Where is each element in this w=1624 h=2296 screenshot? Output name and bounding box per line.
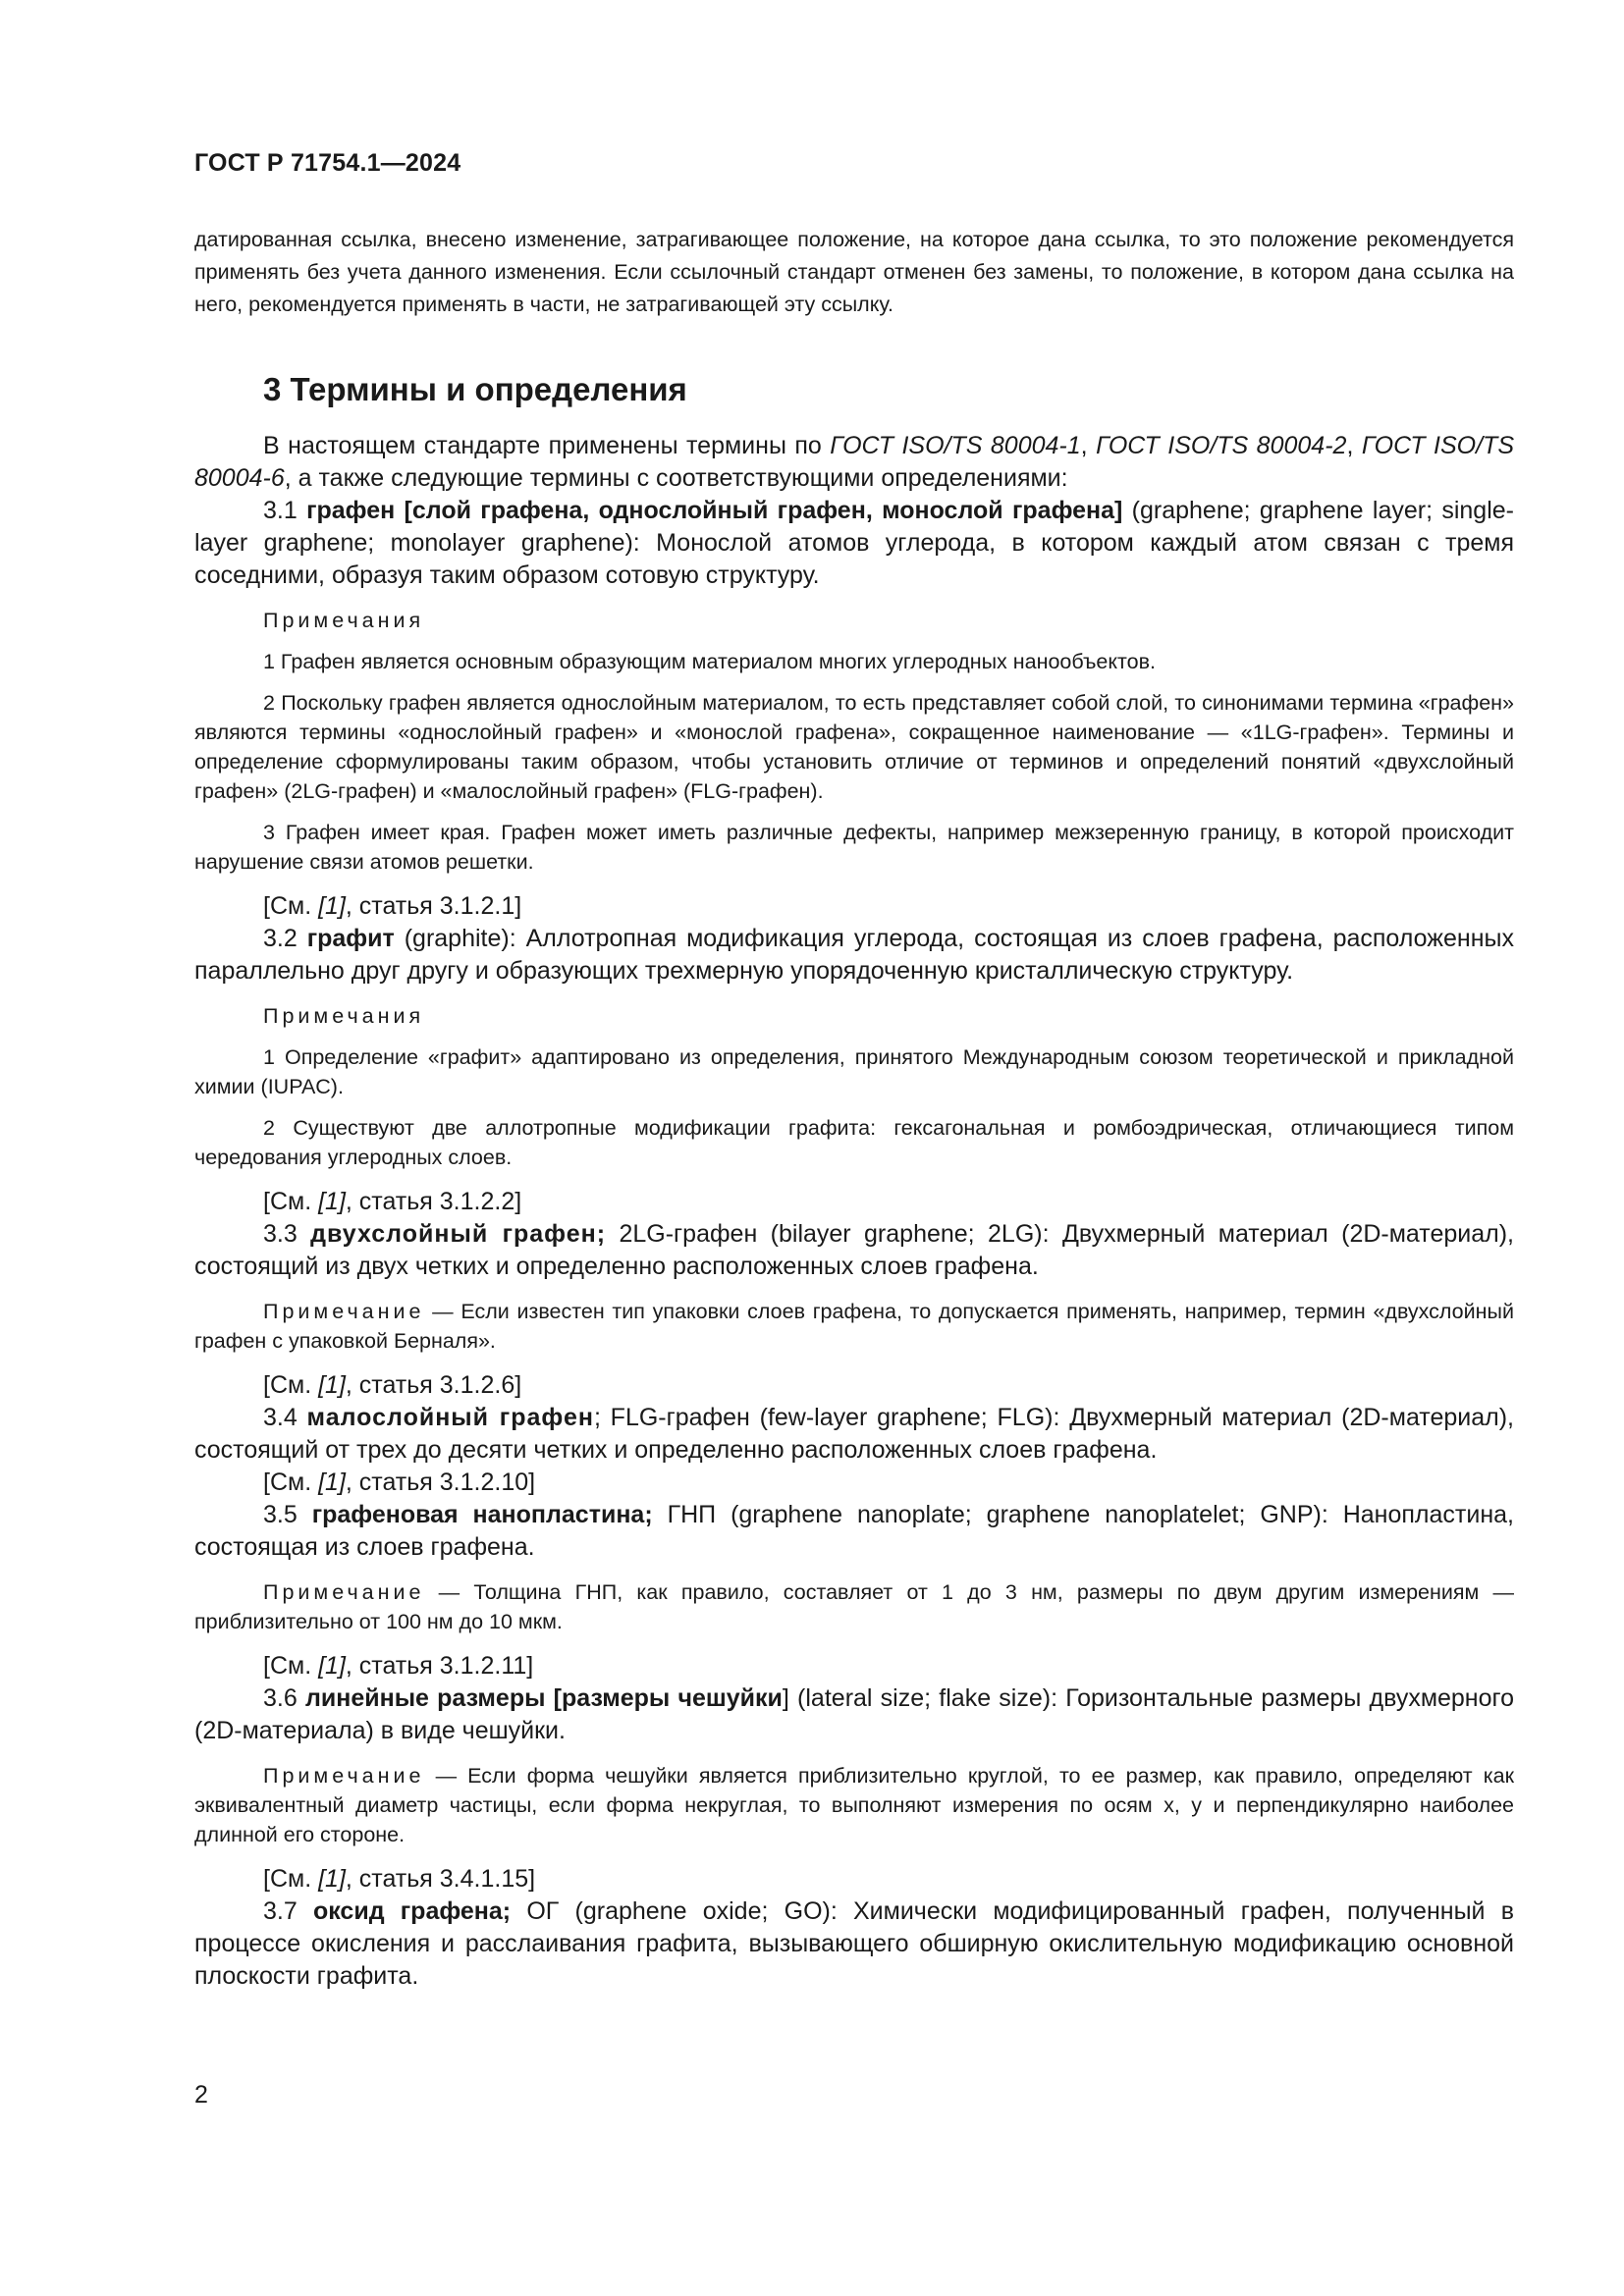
term-source: [См. [1], статья 3.1.2.2] bbox=[263, 1188, 522, 1215]
term-name: двухслойный графен; bbox=[310, 1220, 607, 1248]
note-item: Примечание — Если известен тип упаковки слоев графена, то допускается применять, например, термин «двухслойный графен с упаковкой Берналя». bbox=[194, 1300, 1514, 1353]
section-lead: В настоящем стандарте применены термины по ГОСТ ISO/TS 80004-1, ГОСТ ISO/TS 80004-2, ГОСТ ISO/TS 80004-6, а также следующие термины с соответствующими определениями: bbox=[194, 432, 1514, 492]
term-definition: (graphene; graphene layer; single-layer graphene; monolayer graphene): Монослой атомов углерода, в котором каждый атом связан с тремя соседними, образуя таким образом сотовую структуру. bbox=[194, 497, 1514, 589]
term-definition: 2LG-графен (bilayer graphene; 2LG): Двухмерный материал (2D-материал), состоящий из двух четких и определенно расположенных слоев графена. bbox=[194, 1220, 1514, 1280]
reference-link: ГОСТ ISO/TS 80004-6 bbox=[194, 432, 1514, 492]
page-number: 2 bbox=[194, 2081, 208, 2109]
term-name: графит bbox=[306, 925, 395, 952]
term-name: графеновая нанопластина; bbox=[311, 1501, 653, 1528]
term-entry: 3.6 линейные размеры [размеры чешуйки] (lateral size; flake size): Горизонтальные размеры двухмерного (2D-материала) в виде чешуйки. bbox=[194, 1684, 1514, 1744]
note-label: Примечание bbox=[263, 1580, 425, 1604]
term-entry: 3.4 малослойный графен; FLG-графен (few-layer graphene; FLG): Двухмерный материал (2D-материал), состоящий от трех до десяти четких и определенно расположенных слоев графена. bbox=[194, 1404, 1514, 1464]
term-entry: 3.7 оксид графена; ОГ (graphene oxide; GO): Химически модифицированный графен, полученный в процессе окисления и расслаивания графита, вызывающего обширную окислительную модификацию основной плоскости графита. bbox=[194, 1897, 1514, 1990]
term-source: [См. [1], статья 3.1.2.6] bbox=[263, 1371, 522, 1399]
term-source: [См. [1], статья 3.1.2.10] bbox=[263, 1468, 536, 1496]
term-entry: 3.1 графен [слой графена, однослойный графен, монослой графена] (graphene; graphene layer; single-layer graphene; monolayer graphene): Монослой атомов углерода, в котором каждый атом связан с тремя соседними, образуя таким образом сотовую структуру. bbox=[194, 497, 1514, 589]
note-item: 1 Определение «графит» адаптировано из определения, принятого Международным союзом теоретической и прикладной химии (IUPAC). bbox=[194, 1045, 1514, 1098]
notes-heading: Примечания bbox=[263, 1004, 425, 1028]
term-definition: ] (lateral size; flake size): Горизонтальные размеры двухмерного (2D-материала) в виде чешуйки. bbox=[194, 1684, 1514, 1744]
term-entry: 3.3 двухслойный графен; 2LG-графен (bilayer graphene; 2LG): Двухмерный материал (2D-материал), состоящий из двух четких и определенно расположенных слоев графена. bbox=[194, 1220, 1514, 1280]
section-body bbox=[194, 430, 1514, 1993]
term-source: [См. [1], статья 3.1.2.1] bbox=[263, 892, 522, 920]
note-item: Примечание — Если форма чешуйки является приблизительно круглой, то ее размер, как правило, определяют как эквивалентный диаметр частицы, если форма некруглая, то выполняют измерения по осям x, y и перпендикулярно наиболее длинной его стороне. bbox=[194, 1764, 1514, 1846]
notes-heading: Примечания bbox=[263, 609, 425, 632]
term-definition: ГНП (graphene nanoplate; graphene nanoplatelet; GNP): Нанопластина, состоящая из слоев графена. bbox=[194, 1501, 1514, 1561]
note-item: 2 Существуют две аллотропные модификации графита: гексагональная и ромбоэдрическая, отличающиеся типом чередования углеродных слоев. bbox=[194, 1116, 1514, 1169]
term-name: линейные размеры [размеры чешуйки bbox=[304, 1684, 783, 1712]
note-item: 2 Поскольку графен является однослойным материалом, то есть представляет собой слой, то синонимами термина «графен» являются термины «однослойный графен» и «монослой графена», сокращенное наименование — «1LG-графен». Термины и определение сформулированы таким образом, чтобы установить отличие от терминов и определений понятий «двухслойный графен» (2LG-графен) и «малослойный графен» (FLG-графен). bbox=[194, 691, 1514, 803]
term-entry: 3.2 графит (graphite): Аллотропная модификация углерода, состоящая из слоев графена, расположенных параллельно друг другу и образующих трехмерную упорядоченную кристаллическую структуру. bbox=[194, 925, 1514, 985]
term-source: [См. [1], статья 3.1.2.11] bbox=[263, 1652, 534, 1680]
note-item: 3 Графен имеет края. Графен может иметь различные дефекты, например межзеренную границу, в которой происходит нарушение связи атомов решетки. bbox=[194, 821, 1514, 874]
term-name: графен [слой графена, однослойный графен, монослой графена] bbox=[306, 497, 1123, 524]
reference-link: ГОСТ ISO/TS 80004-2 bbox=[1096, 432, 1347, 459]
section-title: 3 Термины и определения bbox=[263, 371, 687, 407]
term-definition: ; FLG-графен (few-layer graphene; FLG): Двухмерный материал (2D-материал), состоящий от трех до десяти четких и определенно расположенных слоев графена. bbox=[194, 1404, 1514, 1464]
term-name: малослойный графен bbox=[306, 1404, 594, 1431]
term-name: оксид графена; bbox=[312, 1897, 512, 1925]
term-source: [См. [1], статья 3.4.1.15] bbox=[263, 1865, 536, 1893]
note-item: Примечание — Толщина ГНП, как правило, составляет от 1 до 3 нм, размеры по двум другим измерениям — приблизительно от 100 нм до 10 мкм. bbox=[194, 1580, 1514, 1633]
reference-link: ГОСТ ISO/TS 80004-1 bbox=[830, 432, 1081, 459]
intro-paragraph: датированная ссылка, внесено изменение, затрагивающее положение, на которое дана ссылка, то это положение рекомендуется применять без учета данного изменения. Если ссылочный стандарт отменен без замены, то положение, в котором дана ссылка на него, рекомендуется применять в части, не затрагивающей эту ссылку. bbox=[194, 228, 1514, 316]
document-id: ГОСТ Р 71754.1—2024 bbox=[194, 149, 461, 177]
note-label: Примечание bbox=[263, 1764, 425, 1788]
term-definition: ОГ (graphene oxide; GO): Химически модифицированный графен, полученный в процессе окисления и расслаивания графита, вызывающего обширную окислительную модификацию основной плоскости графита. bbox=[194, 1897, 1514, 1990]
note-label: Примечание bbox=[263, 1300, 425, 1323]
term-definition: (graphite): Аллотропная модификация углерода, состоящая из слоев графена, расположенных параллельно друг другу и образующих трехмерную упорядоченную кристаллическую структуру. bbox=[194, 925, 1514, 985]
note-item: 1 Графен является основным образующим материалом многих углеродных нанообъектов. bbox=[263, 650, 1156, 673]
term-entry: 3.5 графеновая нанопластина; ГНП (graphene nanoplate; graphene nanoplatelet; GNP): Нанопластина, состоящая из слоев графена. bbox=[194, 1501, 1514, 1561]
